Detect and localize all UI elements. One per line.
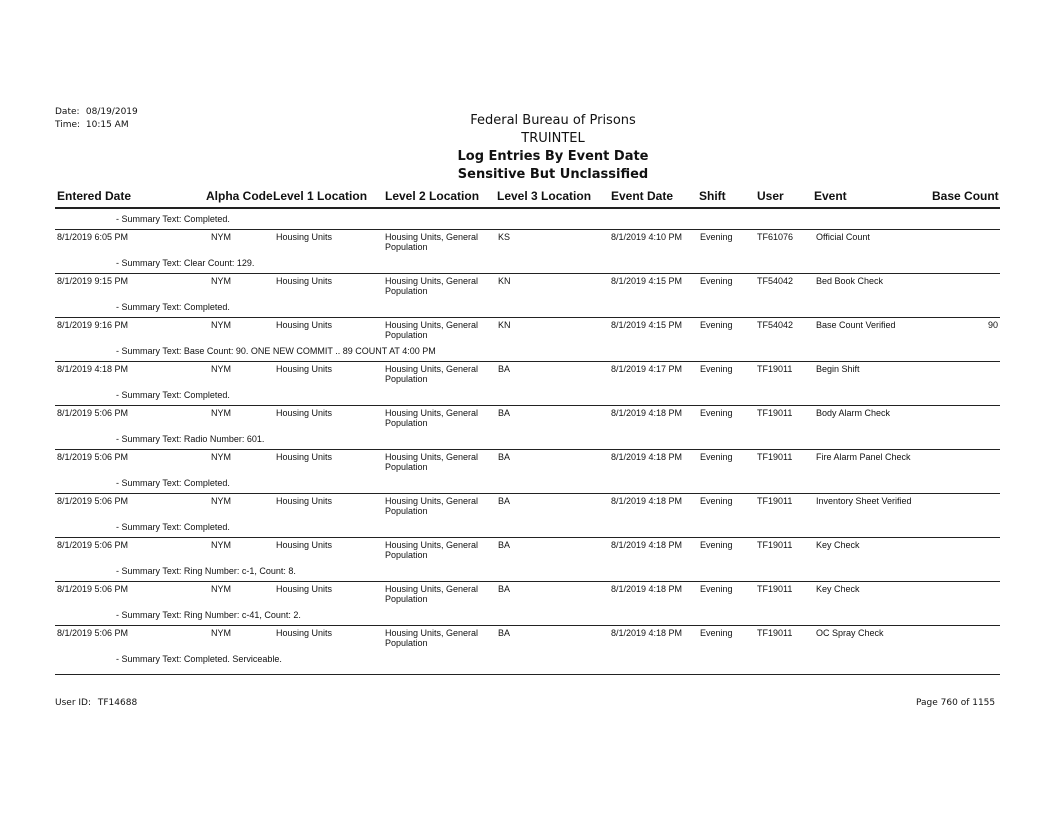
classification-title: Sensitive But Unclassified — [457, 167, 649, 182]
summary-text: - Summary Text: Completed. — [116, 390, 230, 400]
level1-location-cell: Housing Units — [276, 452, 333, 462]
entered-date-cell: 8/1/2019 6:05 PM — [57, 232, 129, 242]
level3-location-cell: KS — [498, 232, 511, 242]
time-value: 10:15 AM — [85, 120, 129, 130]
entered-date-cell: 8/1/2019 5:06 PM — [57, 628, 129, 638]
event-cell: Base Count Verified — [816, 320, 896, 330]
summary-text: - Summary Text: Completed. — [116, 478, 230, 488]
user-cell: TF19011 — [757, 584, 793, 594]
row-rule — [55, 625, 1000, 626]
level1-location-cell: Housing Units — [276, 584, 333, 594]
level2-location-cell: Housing Units, General Population — [385, 628, 479, 648]
level2-location-cell: Housing Units, General Population — [385, 584, 479, 604]
shift-cell: Evening — [700, 496, 733, 506]
col-base-count: Base Count — [932, 189, 999, 203]
user-cell: TF19011 — [757, 452, 793, 462]
event-date-cell: 8/1/2019 4:17 PM — [611, 364, 683, 374]
footer-user-id — [55, 698, 137, 708]
level1-location-cell: Housing Units — [276, 628, 333, 638]
level2-location-cell: Housing Units, General Population — [385, 364, 479, 384]
event-cell: Fire Alarm Panel Check — [816, 452, 911, 462]
report-title-block — [0, 112, 1056, 184]
event-date-cell: 8/1/2019 4:15 PM — [611, 320, 683, 330]
shift-cell: Evening — [700, 232, 733, 242]
alpha-code-cell: NYM — [211, 408, 231, 418]
user-id-label: User ID: — [55, 698, 91, 708]
base-count-cell: 90 — [987, 320, 998, 330]
col-user: User — [757, 189, 784, 203]
level3-location-cell: KN — [498, 320, 511, 330]
event-cell: Bed Book Check — [816, 276, 884, 286]
event-cell: Key Check — [816, 584, 860, 594]
event-cell: Begin Shift — [816, 364, 860, 374]
entered-date-cell: 8/1/2019 9:15 PM — [57, 276, 129, 286]
user-cell: TF19011 — [757, 540, 793, 550]
level3-location-cell: BA — [498, 408, 511, 418]
shift-cell: Evening — [700, 320, 733, 330]
alpha-code-cell: NYM — [211, 364, 231, 374]
level2-location-cell: Housing Units, General Population — [385, 320, 479, 340]
shift-cell: Evening — [700, 584, 733, 594]
entered-date-cell: 8/1/2019 5:06 PM — [57, 408, 129, 418]
system-title: TRUINTEL — [521, 131, 585, 146]
row-rule — [55, 449, 1000, 450]
level1-location-cell: Housing Units — [276, 232, 333, 242]
summary-text: - Summary Text: Clear Count: 129. — [116, 258, 255, 268]
event-cell: Key Check — [816, 540, 860, 550]
user-cell: TF19011 — [757, 628, 793, 638]
col-level2-location: Level 2 Location — [385, 189, 480, 203]
row-rule — [55, 273, 1000, 274]
summary-text: - Summary Text: Radio Number: 601. — [116, 434, 265, 444]
event-cell: Body Alarm Check — [816, 408, 891, 418]
col-level3-location: Level 3 Location — [497, 189, 592, 203]
user-cell: TF61076 — [757, 232, 794, 242]
event-date-cell: 8/1/2019 4:18 PM — [611, 628, 683, 638]
level3-location-cell: BA — [498, 540, 511, 550]
summary-text: - Summary Text: Ring Number: c-41, Count: 2. — [116, 610, 301, 620]
header-rule — [55, 207, 1000, 209]
col-alpha-code: Alpha Code — [206, 189, 273, 203]
row-rule — [55, 537, 1000, 538]
entered-date-cell: 8/1/2019 5:06 PM — [57, 584, 129, 594]
entered-date-cell: 8/1/2019 4:18 PM — [57, 364, 129, 374]
table-bottom-rule — [55, 674, 1000, 675]
level3-location-cell: BA — [498, 364, 511, 374]
level2-location-cell: Housing Units, General Population — [385, 232, 479, 252]
level1-location-cell: Housing Units — [276, 408, 333, 418]
event-date-cell: 8/1/2019 4:18 PM — [611, 408, 683, 418]
row-rule — [55, 581, 1000, 582]
user-cell: TF19011 — [757, 408, 793, 418]
user-cell: TF19011 — [757, 496, 793, 506]
entered-date-cell: 8/1/2019 5:06 PM — [57, 452, 129, 462]
page-number: Page 760 of 1155 — [916, 698, 996, 708]
alpha-code-cell: NYM — [211, 628, 231, 638]
col-event: Event — [814, 189, 847, 203]
summary-text: - Summary Text: Completed. Serviceable. — [116, 654, 282, 664]
event-cell: Official Count — [816, 232, 870, 242]
shift-cell: Evening — [700, 540, 733, 550]
alpha-code-cell: NYM — [211, 496, 231, 506]
alpha-code-cell: NYM — [211, 232, 231, 242]
level2-location-cell: Housing Units, General Population — [385, 496, 479, 516]
level2-location-cell: Housing Units, General Population — [385, 452, 479, 472]
shift-cell: Evening — [700, 364, 733, 374]
agency-title: Federal Bureau of Prisons — [470, 113, 636, 128]
summary-text: - Summary Text: Completed. — [116, 302, 230, 312]
row-rule — [55, 361, 1000, 362]
event-date-cell: 8/1/2019 4:18 PM — [611, 540, 683, 550]
shift-cell: Evening — [700, 628, 733, 638]
alpha-code-cell: NYM — [211, 540, 231, 550]
user-cell: TF54042 — [757, 320, 794, 330]
level3-location-cell: BA — [498, 628, 511, 638]
event-date-cell: 8/1/2019 4:10 PM — [611, 232, 683, 242]
entered-date-cell: 8/1/2019 5:06 PM — [57, 496, 129, 506]
col-level1-location: Level 1 Location — [273, 189, 368, 203]
alpha-code-cell: NYM — [211, 320, 231, 330]
entered-date-cell: 8/1/2019 9:16 PM — [57, 320, 129, 330]
col-event-date: Event Date — [611, 189, 674, 203]
level1-location-cell: Housing Units — [276, 496, 333, 506]
date-label: Date: — [55, 107, 80, 117]
shift-cell: Evening — [700, 452, 733, 462]
row-rule — [55, 317, 1000, 318]
shift-cell: Evening — [700, 276, 733, 286]
alpha-code-cell: NYM — [211, 452, 231, 462]
event-cell: OC Spray Check — [816, 628, 884, 638]
time-label: Time: — [55, 120, 81, 130]
event-date-cell: 8/1/2019 4:18 PM — [611, 452, 683, 462]
entered-date-cell: 8/1/2019 5:06 PM — [57, 540, 129, 550]
user-cell: TF19011 — [757, 364, 793, 374]
level1-location-cell: Housing Units — [276, 540, 333, 550]
level1-location-cell: Housing Units — [276, 364, 333, 374]
level3-location-cell: BA — [498, 496, 511, 506]
event-date-cell: 8/1/2019 4:18 PM — [611, 496, 683, 506]
level2-location-cell: Housing Units, General Population — [385, 540, 479, 560]
level3-location-cell: BA — [498, 452, 511, 462]
level2-location-cell: Housing Units, General Population — [385, 276, 479, 296]
user-cell: TF54042 — [757, 276, 794, 286]
summary-text: - Summary Text: Ring Number: c-1, Count: 8. — [116, 566, 296, 576]
event-cell: Inventory Sheet Verified — [816, 496, 912, 506]
row-rule — [55, 405, 1000, 406]
level3-location-cell: BA — [498, 584, 511, 594]
col-entered-date: Entered Date — [57, 189, 132, 203]
row-rule — [55, 493, 1000, 494]
shift-cell: Evening — [700, 408, 733, 418]
event-date-cell: 8/1/2019 4:18 PM — [611, 584, 683, 594]
level1-location-cell: Housing Units — [276, 276, 333, 286]
summary-text: - Summary Text: Completed. — [116, 522, 230, 532]
level2-location-cell: Housing Units, General Population — [385, 408, 479, 428]
event-date-cell: 8/1/2019 4:15 PM — [611, 276, 683, 286]
alpha-code-cell: NYM — [211, 276, 231, 286]
date-value: 08/19/2019 — [85, 107, 138, 117]
alpha-code-cell: NYM — [211, 584, 231, 594]
user-id-value: TF14688 — [97, 698, 138, 708]
col-shift: Shift — [699, 189, 726, 203]
row-rule — [55, 229, 1000, 230]
level1-location-cell: Housing Units — [276, 320, 333, 330]
level3-location-cell: KN — [498, 276, 511, 286]
first-summary-text: - Summary Text: Completed. — [116, 214, 230, 224]
summary-text: - Summary Text: Base Count: 90. ONE NEW COMMIT .. 89 COUNT AT 4:00 PM — [116, 346, 436, 356]
report-title: Log Entries By Event Date — [457, 149, 649, 164]
